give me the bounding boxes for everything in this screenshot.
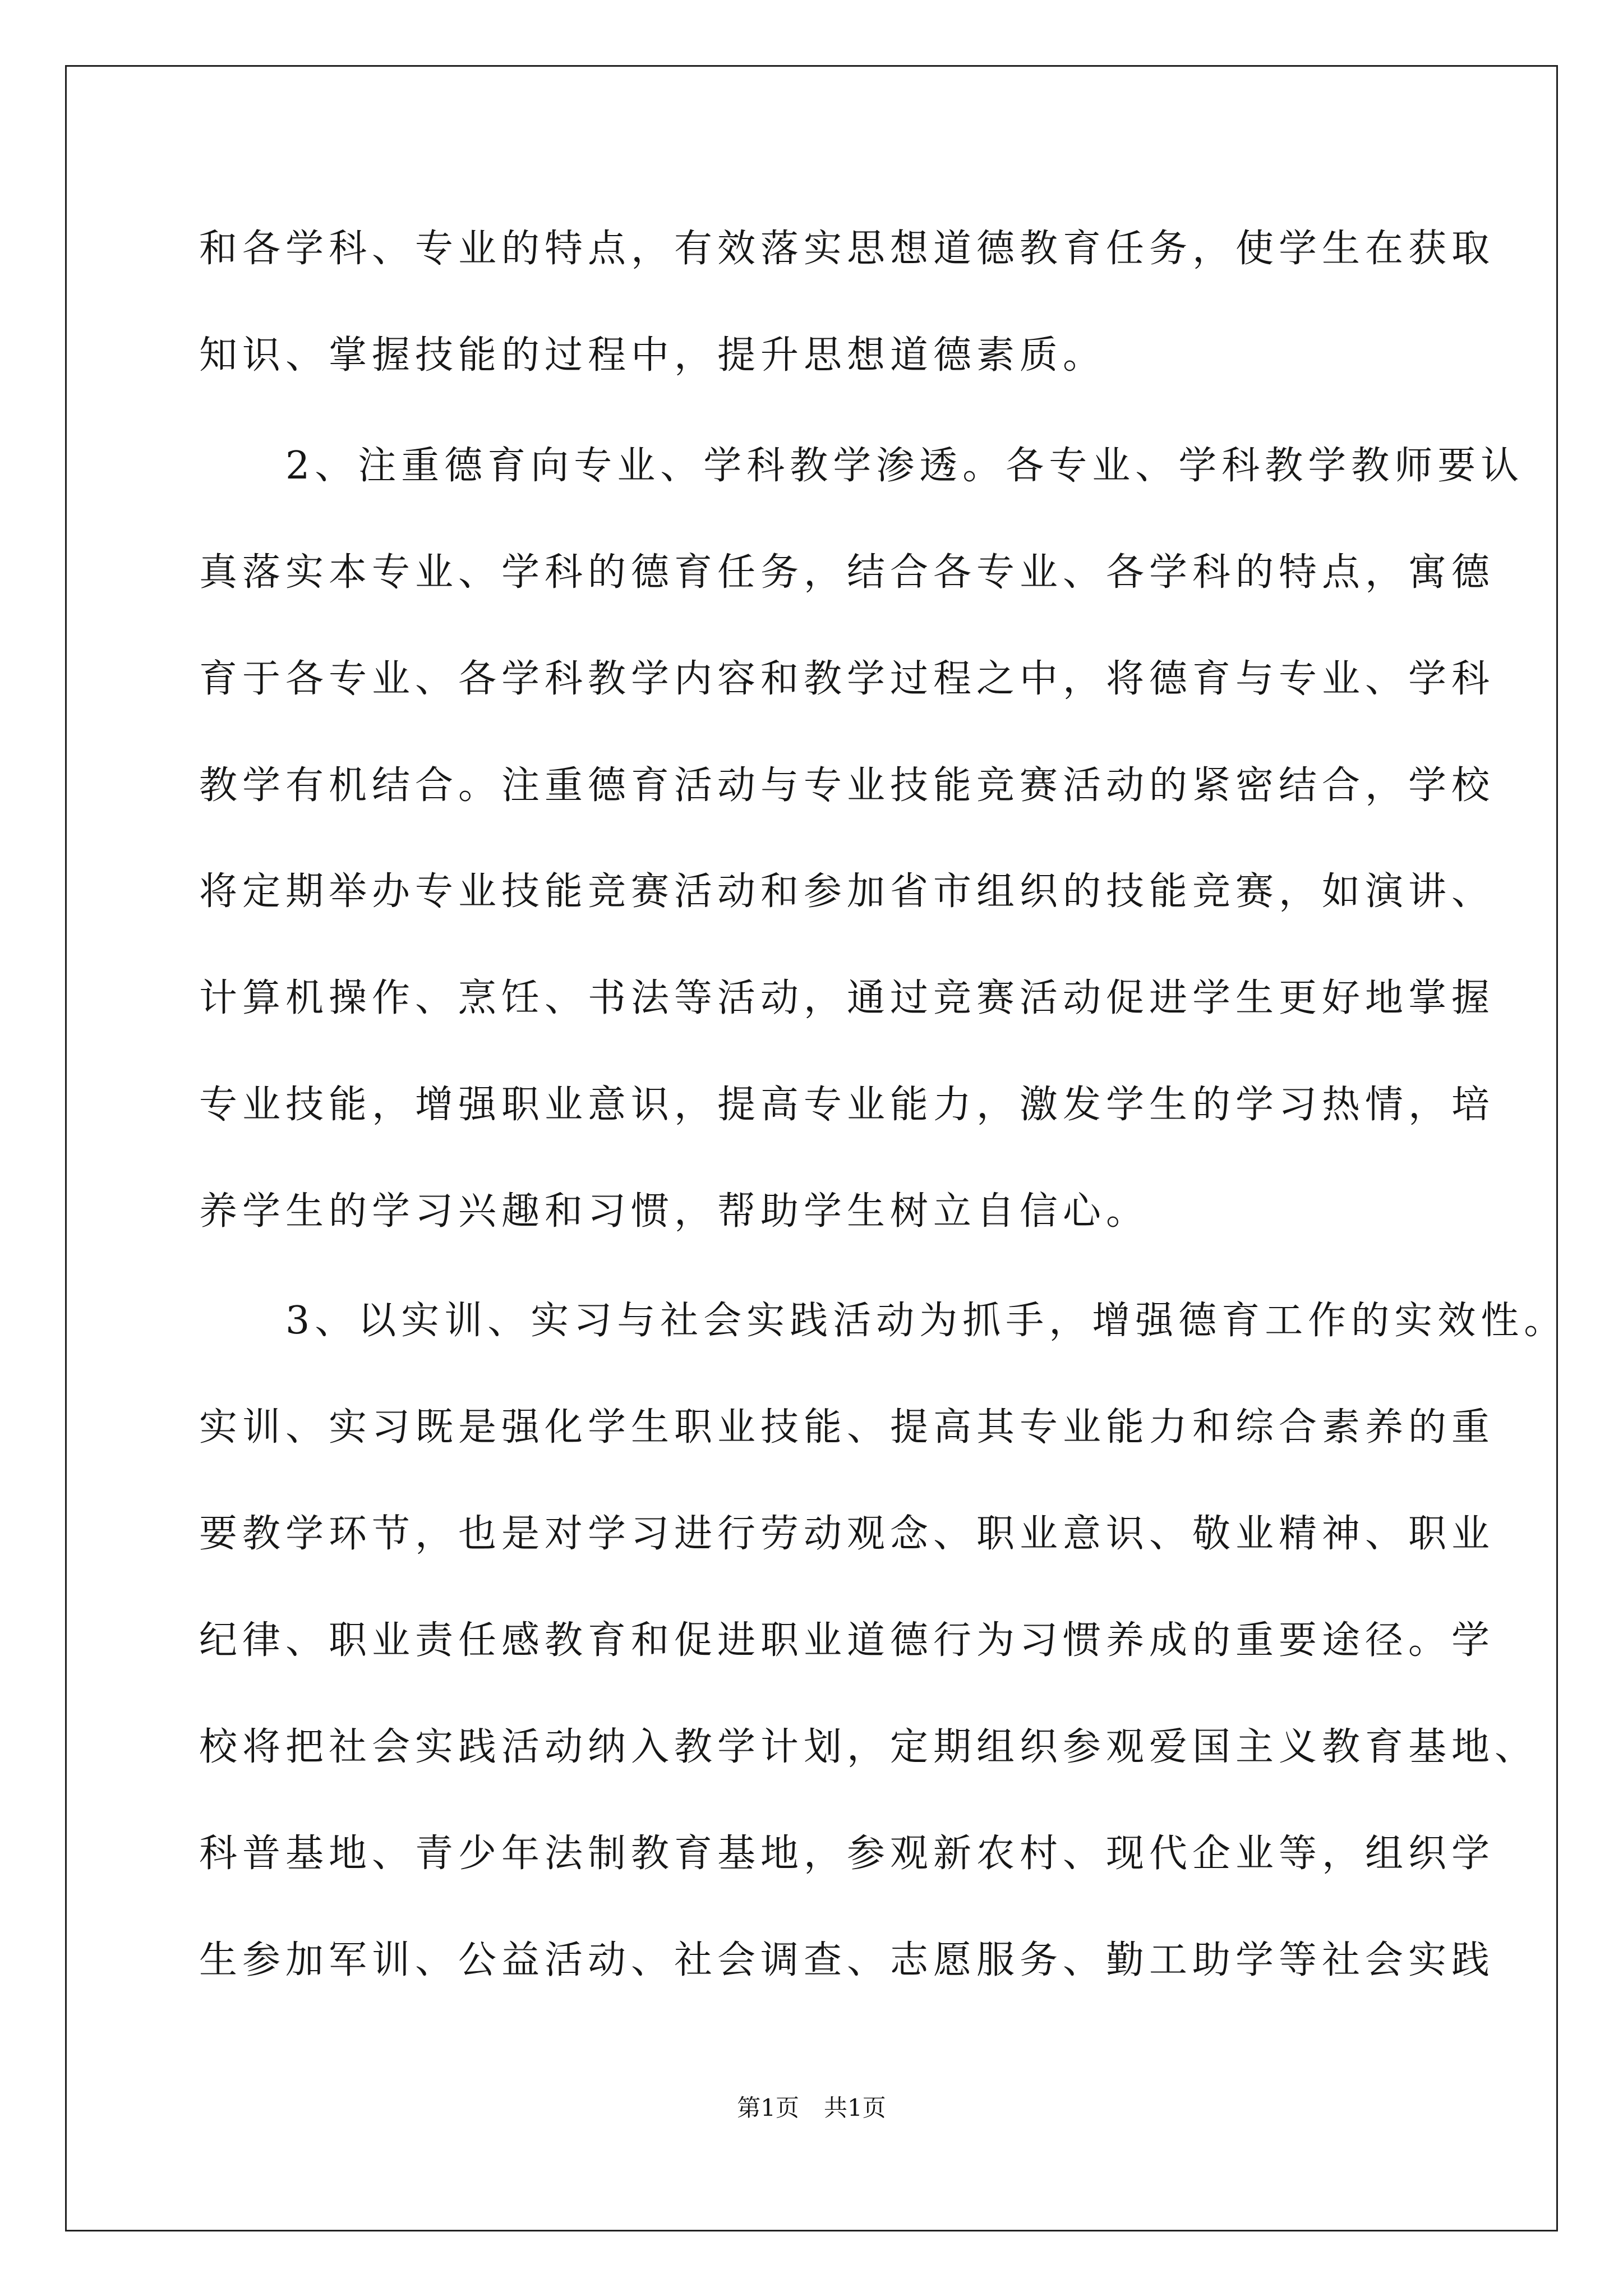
text-line: 计算机操作、烹饪、书法等活动，通过竞赛活动促进学生更好地掌握: [199, 976, 1495, 1020]
text-line: 纪律、职业责任感教育和促进职业道德行为习惯养成的重要途径。学: [199, 1618, 1495, 1663]
page-number-total: 共1页: [824, 2094, 886, 2122]
text-line: 2、注重德育向专业、学科教学渗透。各专业、学科教学教师要认: [199, 444, 1524, 488]
text-line: 知识、掌握技能的过程中，提升思想道德素质。: [199, 333, 1106, 378]
text-line: 教学有机结合。注重德育活动与专业技能竞赛活动的紧密结合，学校: [199, 763, 1495, 808]
page-border: [65, 65, 1558, 2231]
text-line: 生参加军训、公益活动、社会调查、志愿服务、勤工助学等社会实践: [199, 1938, 1495, 1982]
page-footer: [0, 2094, 1623, 2122]
text-line: 实训、实习既是强化学生职业技能、提高其专业能力和综合素养的重: [199, 1405, 1495, 1450]
text-line: 育于各专业、各学科教学内容和教学过程之中，将德育与专业、学科: [199, 657, 1495, 701]
text-line: 校将把社会实践活动纳入教学计划，定期组织参观爱国主义教育基地、: [199, 1725, 1538, 1769]
text-line: 专业技能，增强职业意识，提高专业能力，激发学生的学习热情，培: [199, 1083, 1495, 1127]
text-line: 将定期举办专业技能竞赛活动和参加省市组织的技能竞赛，如演讲、: [199, 869, 1495, 914]
text-line: 3、以实训、实习与社会实践活动为抓手，增强德育工作的实效性。: [199, 1299, 1567, 1343]
text-line: 要教学环节，也是对学习进行劳动观念、职业意识、敬业精神、职业: [199, 1512, 1495, 1556]
page-number-current: 第1页: [737, 2094, 799, 2122]
text-line: 科普基地、青少年法制教育基地，参观新农村、现代企业等，组织学: [199, 1832, 1495, 1876]
text-line: 真落实本专业、学科的德育任务，结合各专业、各学科的特点，寓德: [199, 550, 1495, 595]
text-line: 和各学科、专业的特点，有效落实思想道德教育任务，使学生在获取: [199, 227, 1495, 271]
text-line: 养学生的学习兴趣和习惯，帮助学生树立自信心。: [199, 1189, 1150, 1234]
